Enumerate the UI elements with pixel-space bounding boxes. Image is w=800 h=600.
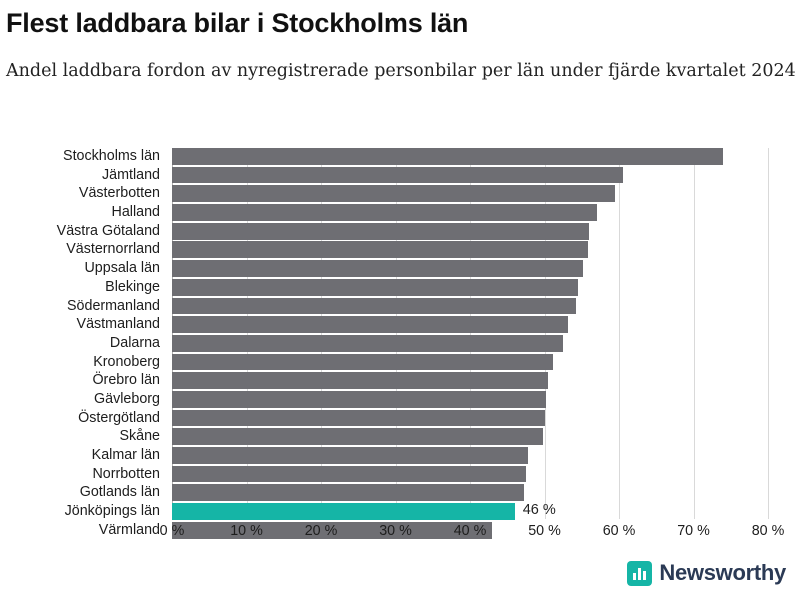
x-tick-label: 20 %	[304, 523, 338, 539]
category-label: Gävleborg	[94, 390, 160, 407]
page-title: Flest laddbara bilar i Stockholms län	[6, 8, 469, 38]
category-axis-labels	[0, 148, 166, 540]
bar[interactable]	[172, 354, 553, 371]
bar[interactable]	[172, 428, 543, 445]
category-label: Dalarna	[109, 334, 160, 351]
category-label: Kalmar län	[91, 447, 160, 463]
category-label: Västra Götaland	[56, 222, 160, 239]
bar-row[interactable]	[172, 484, 768, 501]
bar-row[interactable]	[172, 298, 768, 315]
bar[interactable]	[172, 204, 597, 221]
bar-row[interactable]	[172, 204, 768, 221]
bar[interactable]	[172, 241, 588, 258]
page-subtitle: Andel laddbara fordon av nyregistrerade personbilar per län under fjärde kvartalet 2024	[6, 61, 796, 81]
bar-row[interactable]	[172, 447, 768, 464]
bar[interactable]	[172, 185, 615, 202]
x-tick-label: 30 %	[379, 523, 412, 539]
category-label: Halland	[111, 204, 160, 221]
value-axis	[159, 519, 785, 545]
bar[interactable]	[172, 298, 576, 315]
category-label: Uppsala län	[84, 260, 160, 277]
bar-row[interactable]	[172, 428, 768, 445]
x-tick-label: 80 %	[751, 523, 785, 539]
category-label: Västmanland	[76, 316, 160, 333]
bar-row[interactable]	[172, 241, 768, 258]
bar[interactable]	[172, 223, 589, 240]
bar-series	[172, 148, 768, 519]
x-tick-label: 10 %	[230, 523, 263, 539]
bar[interactable]	[172, 372, 548, 389]
bar-row[interactable]	[172, 260, 768, 277]
bar[interactable]	[172, 484, 524, 501]
bar-row[interactable]	[172, 391, 768, 408]
bar[interactable]	[172, 316, 568, 333]
x-tick-label: 40 %	[453, 523, 487, 539]
bar-row[interactable]	[172, 354, 768, 371]
category-label: Blekinge	[105, 278, 160, 295]
category-label: Gotlands län	[79, 484, 160, 501]
bar-row[interactable]	[172, 335, 768, 352]
bar-row[interactable]	[172, 148, 768, 165]
gridline	[768, 148, 769, 519]
bar[interactable]	[172, 167, 623, 184]
bar[interactable]	[172, 466, 526, 483]
category-label: Kronoberg	[93, 353, 160, 370]
bar[interactable]	[172, 447, 528, 464]
category-label: Södermanland	[67, 297, 160, 314]
bar-row[interactable]	[172, 372, 768, 389]
category-label: Norrbotten	[92, 465, 160, 482]
bar[interactable]	[172, 391, 546, 408]
category-label: Värmland	[98, 521, 160, 538]
category-label: Östergötland	[78, 409, 160, 426]
category-label: Skåne	[119, 428, 160, 445]
bar[interactable]	[172, 279, 578, 296]
bar-row[interactable]	[172, 503, 768, 520]
x-tick-label: 50 %	[528, 523, 561, 539]
x-tick-label: 0 %	[159, 523, 185, 539]
category-label: Västerbotten	[78, 185, 160, 202]
bar-row[interactable]	[172, 223, 768, 240]
brand-footer	[627, 560, 786, 586]
category-label: Örebro län	[92, 372, 160, 389]
category-label: Västernorrland	[66, 241, 160, 258]
bar[interactable]	[172, 410, 545, 427]
bar-row[interactable]	[172, 466, 768, 483]
bar[interactable]	[172, 335, 563, 352]
x-tick-label: 70 %	[677, 523, 710, 539]
bar-row[interactable]	[172, 167, 768, 184]
bar[interactable]	[172, 260, 583, 277]
bar-chart-icon	[627, 561, 652, 586]
category-label: Jönköpings län	[64, 503, 160, 520]
bar-value-label: 46 %	[522, 502, 556, 519]
bar-row[interactable]	[172, 410, 768, 427]
bar-row[interactable]	[172, 279, 768, 296]
bar-row[interactable]	[172, 185, 768, 202]
bar-highlighted[interactable]	[172, 503, 515, 520]
bar-row[interactable]	[172, 316, 768, 333]
x-tick-label: 60 %	[602, 523, 636, 539]
category-label: Stockholms län	[63, 148, 160, 164]
brand-name: Newsworthy	[659, 560, 786, 585]
bar[interactable]	[172, 148, 723, 165]
plot-area	[172, 148, 768, 519]
category-label: Jämtland	[101, 166, 160, 183]
